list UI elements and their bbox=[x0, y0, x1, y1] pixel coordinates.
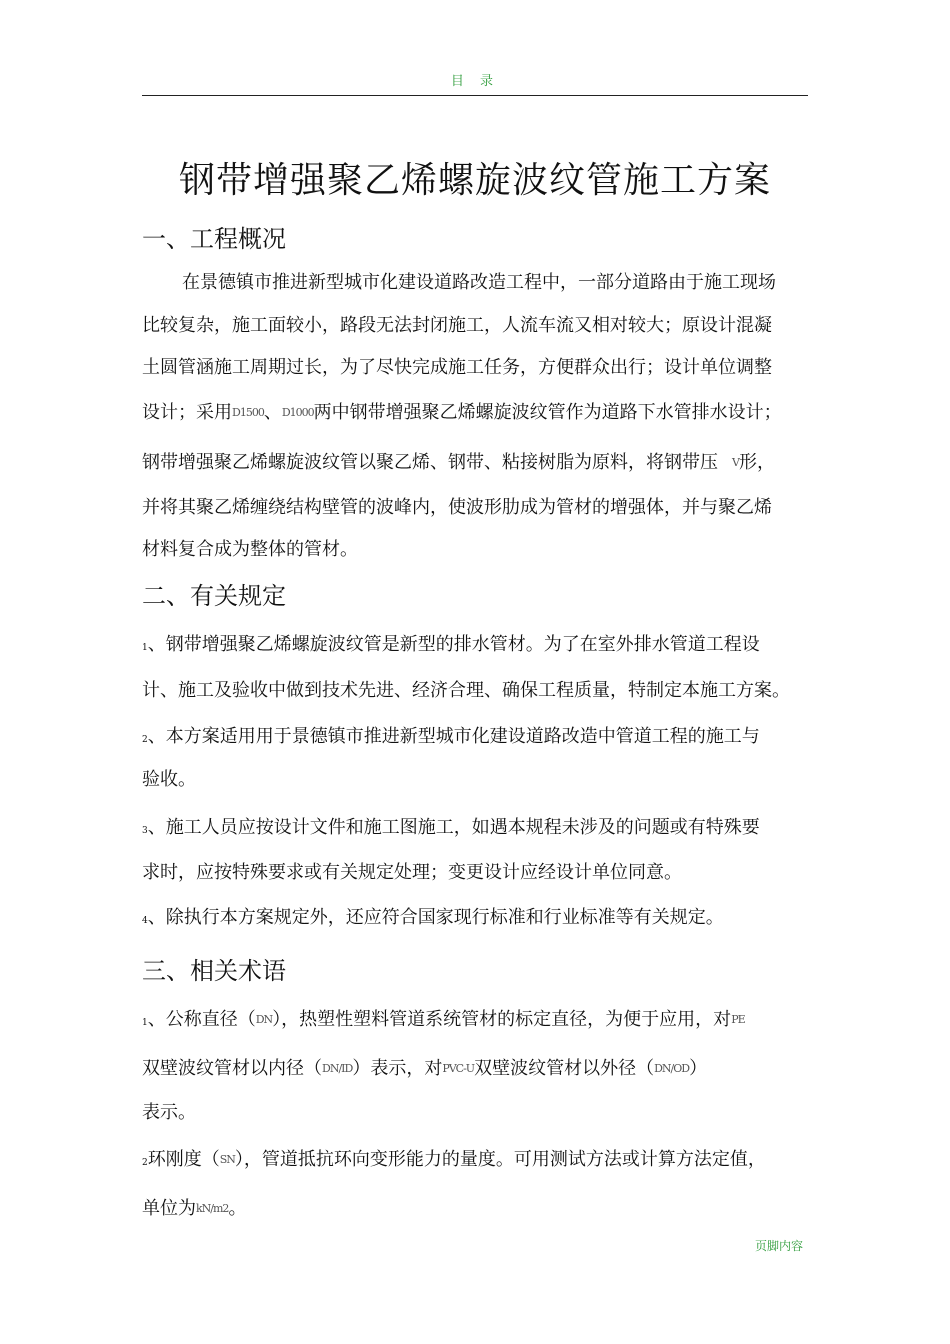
paragraph-line: 设计；采用D1500、D1000两中钢带增强聚乙烯螺旋波纹管作为道路下水管排水设计； bbox=[142, 402, 782, 423]
paragraph-line: 双壁波纹管材以内径（DN/ID）表示，对PVC-U双壁波纹管材以外径（DN/OD） bbox=[142, 1058, 708, 1079]
document-title: 钢带增强聚乙烯螺旋波纹管施工方案 bbox=[178, 160, 771, 201]
paragraph-line: 1、钢带增强聚乙烯螺旋波纹管是新型的排水管材。为了在室外排水管道工程设 bbox=[142, 634, 760, 655]
formula-glyph: PE bbox=[731, 1013, 745, 1026]
formula-glyph: SN bbox=[219, 1153, 235, 1166]
paragraph-line: 3、施工人员应按设计文件和施工图施工，如遇本规程未涉及的问题或有特殊要 bbox=[142, 817, 760, 838]
paragraph-line: 并将其聚乙烯缠绕结构壁管的波峰内，使波形肋成为管材的增强体，并与聚乙烯 bbox=[142, 497, 772, 518]
formula-glyph: PVC-U bbox=[442, 1062, 475, 1075]
section-heading-regulations: 二、有关规定 bbox=[142, 582, 286, 610]
paragraph-line: 2环刚度（SN），管道抵抗环向变形能力的量度。可用测试方法或计算方法定值， bbox=[142, 1149, 766, 1170]
paragraph-line: 土圆管涵施工周期过长，为了尽快完成施工任务，方便群众出行；设计单位调整 bbox=[142, 357, 772, 378]
section-heading-terms: 三、相关术语 bbox=[142, 957, 286, 985]
formula-glyph: DN/ID bbox=[322, 1062, 353, 1075]
paragraph-line: 验收。 bbox=[142, 769, 196, 790]
header-divider bbox=[142, 95, 808, 96]
page-footer: 页脚内容 bbox=[755, 1239, 804, 1253]
formula-glyph: D1500 bbox=[232, 406, 264, 419]
formula-glyph: DN bbox=[255, 1013, 273, 1026]
page-header: 目 录 bbox=[450, 74, 500, 89]
paragraph-line: 2、本方案适用用于景德镇市推进新型城市化建设道路改造中管道工程的施工与 bbox=[142, 726, 760, 747]
paragraph-line: 材料复合成为整体的管材。 bbox=[142, 539, 358, 560]
section-heading-overview: 一、工程概况 bbox=[142, 225, 286, 253]
paragraph-line: 求时，应按特殊要求或有关规定处理；变更设计应经设计单位同意。 bbox=[142, 862, 682, 883]
paragraph-line: 计、施工及验收中做到技术先进、经济合理、确保工程质量，特制定本施工方案。 bbox=[142, 680, 790, 701]
paragraph-line: 表示。 bbox=[142, 1102, 196, 1123]
paragraph-line: 在景德镇市推进新型城市化建设道路改造工程中，一部分道路由于施工现场 bbox=[182, 272, 776, 293]
formula-glyph: D1000 bbox=[281, 406, 314, 419]
paragraph-line: 钢带增强聚乙烯螺旋波纹管以聚乙烯、钢带、粘接树脂为原料，将钢带压 V形， bbox=[142, 452, 775, 473]
formula-glyph: kN/m2 bbox=[196, 1202, 229, 1215]
paragraph-line: 4、除执行本方案规定外，还应符合国家现行标准和行业标准等有关规定。 bbox=[142, 907, 724, 928]
paragraph-line: 比较复杂，施工面较小，路段无法封闭施工，人流车流又相对较大；原设计混凝 bbox=[142, 315, 772, 336]
formula-glyph: V bbox=[732, 456, 739, 469]
formula-glyph: DN/OD bbox=[654, 1062, 690, 1075]
paragraph-line: 单位为kN/m2。 bbox=[142, 1198, 247, 1219]
paragraph-line: 1、公称直径（DN），热塑性塑料管道系统管材的标定直径，为便于应用，对PE bbox=[142, 1009, 745, 1030]
